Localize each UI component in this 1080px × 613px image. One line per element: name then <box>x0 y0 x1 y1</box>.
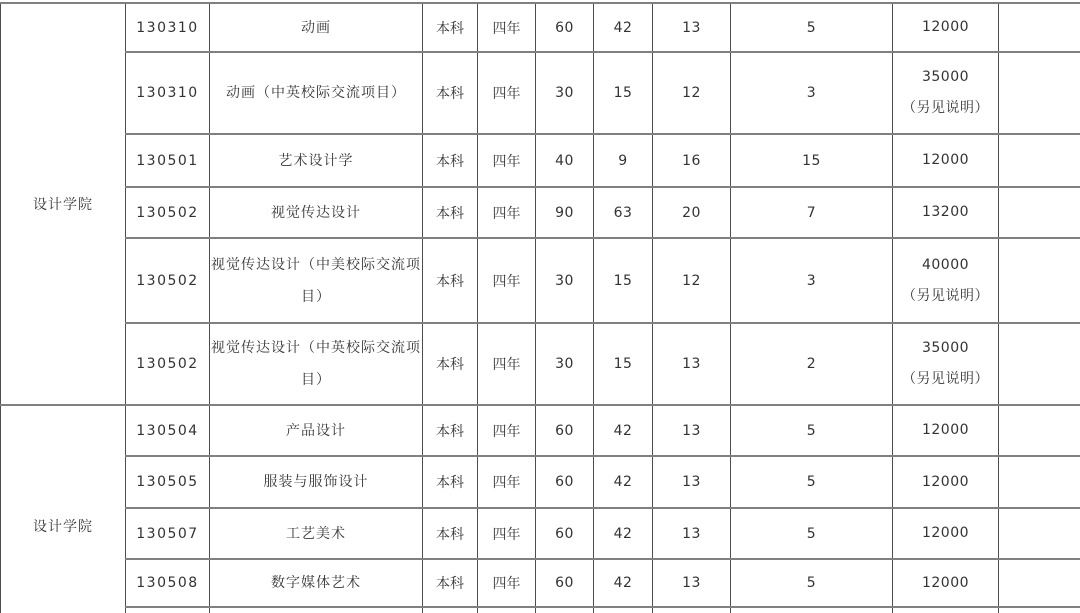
extra-cell <box>999 238 1080 323</box>
extra-cell <box>999 52 1080 134</box>
duration-cell: 四年 <box>478 134 536 187</box>
level-cell: 本科 <box>423 323 478 405</box>
duration-cell: 四年 <box>478 3 536 52</box>
value4-cell <box>731 607 893 613</box>
major-cell <box>210 607 423 613</box>
level-cell: 本科 <box>423 3 478 52</box>
fee-amount: 12000 <box>921 19 970 35</box>
value3-cell: 13 <box>653 323 731 405</box>
code-cell: 130504 <box>126 405 210 456</box>
table-row <box>1 134 1080 187</box>
duration-cell: 四年 <box>478 187 536 238</box>
code-cell: 130310 <box>126 52 210 134</box>
extra-cell <box>999 607 1080 613</box>
value1-cell: 40 <box>536 134 594 187</box>
value2-cell: 42 <box>594 456 653 508</box>
fee-amount: 12000 <box>921 473 970 490</box>
fee-cell <box>893 559 999 607</box>
level-cell: 本科 <box>423 456 478 508</box>
value1-cell: 60 <box>536 508 594 559</box>
duration-cell: 四年 <box>478 323 536 405</box>
code-cell: 130502 <box>126 323 210 405</box>
level-cell: 本科 <box>423 559 478 607</box>
duration-cell <box>478 607 536 613</box>
value2-cell: 15 <box>594 52 653 134</box>
table-row <box>1 52 1080 134</box>
value2-cell: 42 <box>594 405 653 456</box>
table-row <box>1 559 1080 607</box>
major-cell: 数字媒体艺术 <box>210 559 423 607</box>
major-cell: 视觉传达设计 <box>210 187 423 238</box>
duration-cell: 四年 <box>478 559 536 607</box>
duration-cell: 四年 <box>478 508 536 559</box>
value3-cell: 13 <box>653 405 731 456</box>
major-cell: 产品设计 <box>210 405 423 456</box>
fee-note: （另见说明） <box>902 100 989 116</box>
code-cell <box>126 607 210 613</box>
table-row <box>1 238 1080 323</box>
duration-cell: 四年 <box>478 405 536 456</box>
fee-note: （另见说明） <box>902 371 989 387</box>
table-body <box>1 3 1080 613</box>
value3-cell <box>653 607 731 613</box>
level-cell: 本科 <box>423 238 478 323</box>
value2-cell <box>594 607 653 613</box>
value3-cell: 12 <box>653 238 731 323</box>
major-cell: 动画 <box>210 3 423 52</box>
value3-cell: 13 <box>653 3 731 52</box>
value4-cell: 5 <box>731 405 893 456</box>
fee-amount: 12000 <box>921 152 970 168</box>
value1-cell: 60 <box>536 3 594 52</box>
level-cell: 本科 <box>423 508 478 559</box>
value1-cell: 30 <box>536 238 594 323</box>
fee-cell <box>893 456 999 508</box>
value1-cell: 30 <box>536 52 594 134</box>
extra-cell <box>999 508 1080 559</box>
value3-cell: 13 <box>653 456 731 508</box>
value4-cell: 7 <box>731 187 893 238</box>
table-row <box>1 456 1080 508</box>
value2-cell: 42 <box>594 508 653 559</box>
value1-cell: 30 <box>536 323 594 405</box>
fee-amount: 12000 <box>921 525 970 541</box>
fee-cell <box>893 187 999 238</box>
college-cell: 设计学院 <box>1 3 126 405</box>
extra-cell <box>999 3 1080 52</box>
extra-cell <box>999 323 1080 405</box>
value4-cell: 5 <box>731 456 893 508</box>
table-row <box>1 607 1080 613</box>
level-cell <box>423 607 478 613</box>
fee-cell <box>893 508 999 559</box>
fee-cell <box>893 134 999 187</box>
fee-note: （另见说明） <box>902 287 989 304</box>
extra-cell <box>999 405 1080 456</box>
value2-cell: 63 <box>594 187 653 238</box>
value2-cell: 9 <box>594 134 653 187</box>
value2-cell: 15 <box>594 323 653 405</box>
level-cell: 本科 <box>423 405 478 456</box>
fee-amount: 12000 <box>921 422 970 438</box>
value3-cell: 20 <box>653 187 731 238</box>
major-cell: 服装与服饰设计 <box>210 456 423 508</box>
value2-cell: 42 <box>594 3 653 52</box>
fee-amount: 12000 <box>921 574 970 591</box>
level-cell: 本科 <box>423 187 478 238</box>
code-cell: 130508 <box>126 559 210 607</box>
fee-amount: 40000 <box>921 256 970 273</box>
value4-cell: 5 <box>731 508 893 559</box>
table-row <box>1 405 1080 456</box>
value3-cell: 16 <box>653 134 731 187</box>
fee-cell <box>893 323 999 405</box>
value2-cell: 42 <box>594 559 653 607</box>
fee-cell <box>893 238 999 323</box>
code-cell: 130310 <box>126 3 210 52</box>
table-row <box>1 508 1080 559</box>
value4-cell: 3 <box>731 52 893 134</box>
major-cell: 工艺美术 <box>210 508 423 559</box>
college-cell: 设计学院 <box>1 405 126 613</box>
value3-cell: 12 <box>653 52 731 134</box>
fee-cell <box>893 607 999 613</box>
code-cell: 130502 <box>126 187 210 238</box>
value1-cell: 60 <box>536 456 594 508</box>
fee-cell <box>893 52 999 134</box>
extra-cell <box>999 456 1080 508</box>
code-cell: 130505 <box>126 456 210 508</box>
extra-cell <box>999 134 1080 187</box>
fee-cell <box>893 3 999 52</box>
value3-cell: 13 <box>653 508 731 559</box>
value4-cell: 3 <box>731 238 893 323</box>
code-cell: 130501 <box>126 134 210 187</box>
major-cell: 艺术设计学 <box>210 134 423 187</box>
duration-cell: 四年 <box>478 52 536 134</box>
fee-amount: 35000 <box>921 69 970 85</box>
duration-cell: 四年 <box>478 238 536 323</box>
value1-cell <box>536 607 594 613</box>
code-cell: 130507 <box>126 508 210 559</box>
value4-cell: 15 <box>731 134 893 187</box>
value1-cell: 60 <box>536 405 594 456</box>
fee-cell <box>893 405 999 456</box>
admissions-table <box>0 2 1080 613</box>
extra-cell <box>999 187 1080 238</box>
code-cell: 130502 <box>126 238 210 323</box>
major-cell: 视觉传达设计（中美校际交流项目） <box>210 238 423 323</box>
value2-cell: 15 <box>594 238 653 323</box>
fee-amount: 35000 <box>921 340 970 356</box>
value4-cell: 5 <box>731 559 893 607</box>
value1-cell: 60 <box>536 559 594 607</box>
table-row <box>1 187 1080 238</box>
value1-cell: 90 <box>536 187 594 238</box>
level-cell: 本科 <box>423 52 478 134</box>
table-row <box>1 323 1080 405</box>
level-cell: 本科 <box>423 134 478 187</box>
duration-cell: 四年 <box>478 456 536 508</box>
value4-cell: 2 <box>731 323 893 405</box>
value3-cell: 13 <box>653 559 731 607</box>
major-cell: 动画（中英校际交流项目） <box>210 52 423 134</box>
table-row <box>1 3 1080 52</box>
major-cell: 视觉传达设计（中英校际交流项目） <box>210 323 423 405</box>
value4-cell: 5 <box>731 3 893 52</box>
fee-amount: 13200 <box>921 204 970 220</box>
extra-cell <box>999 559 1080 607</box>
